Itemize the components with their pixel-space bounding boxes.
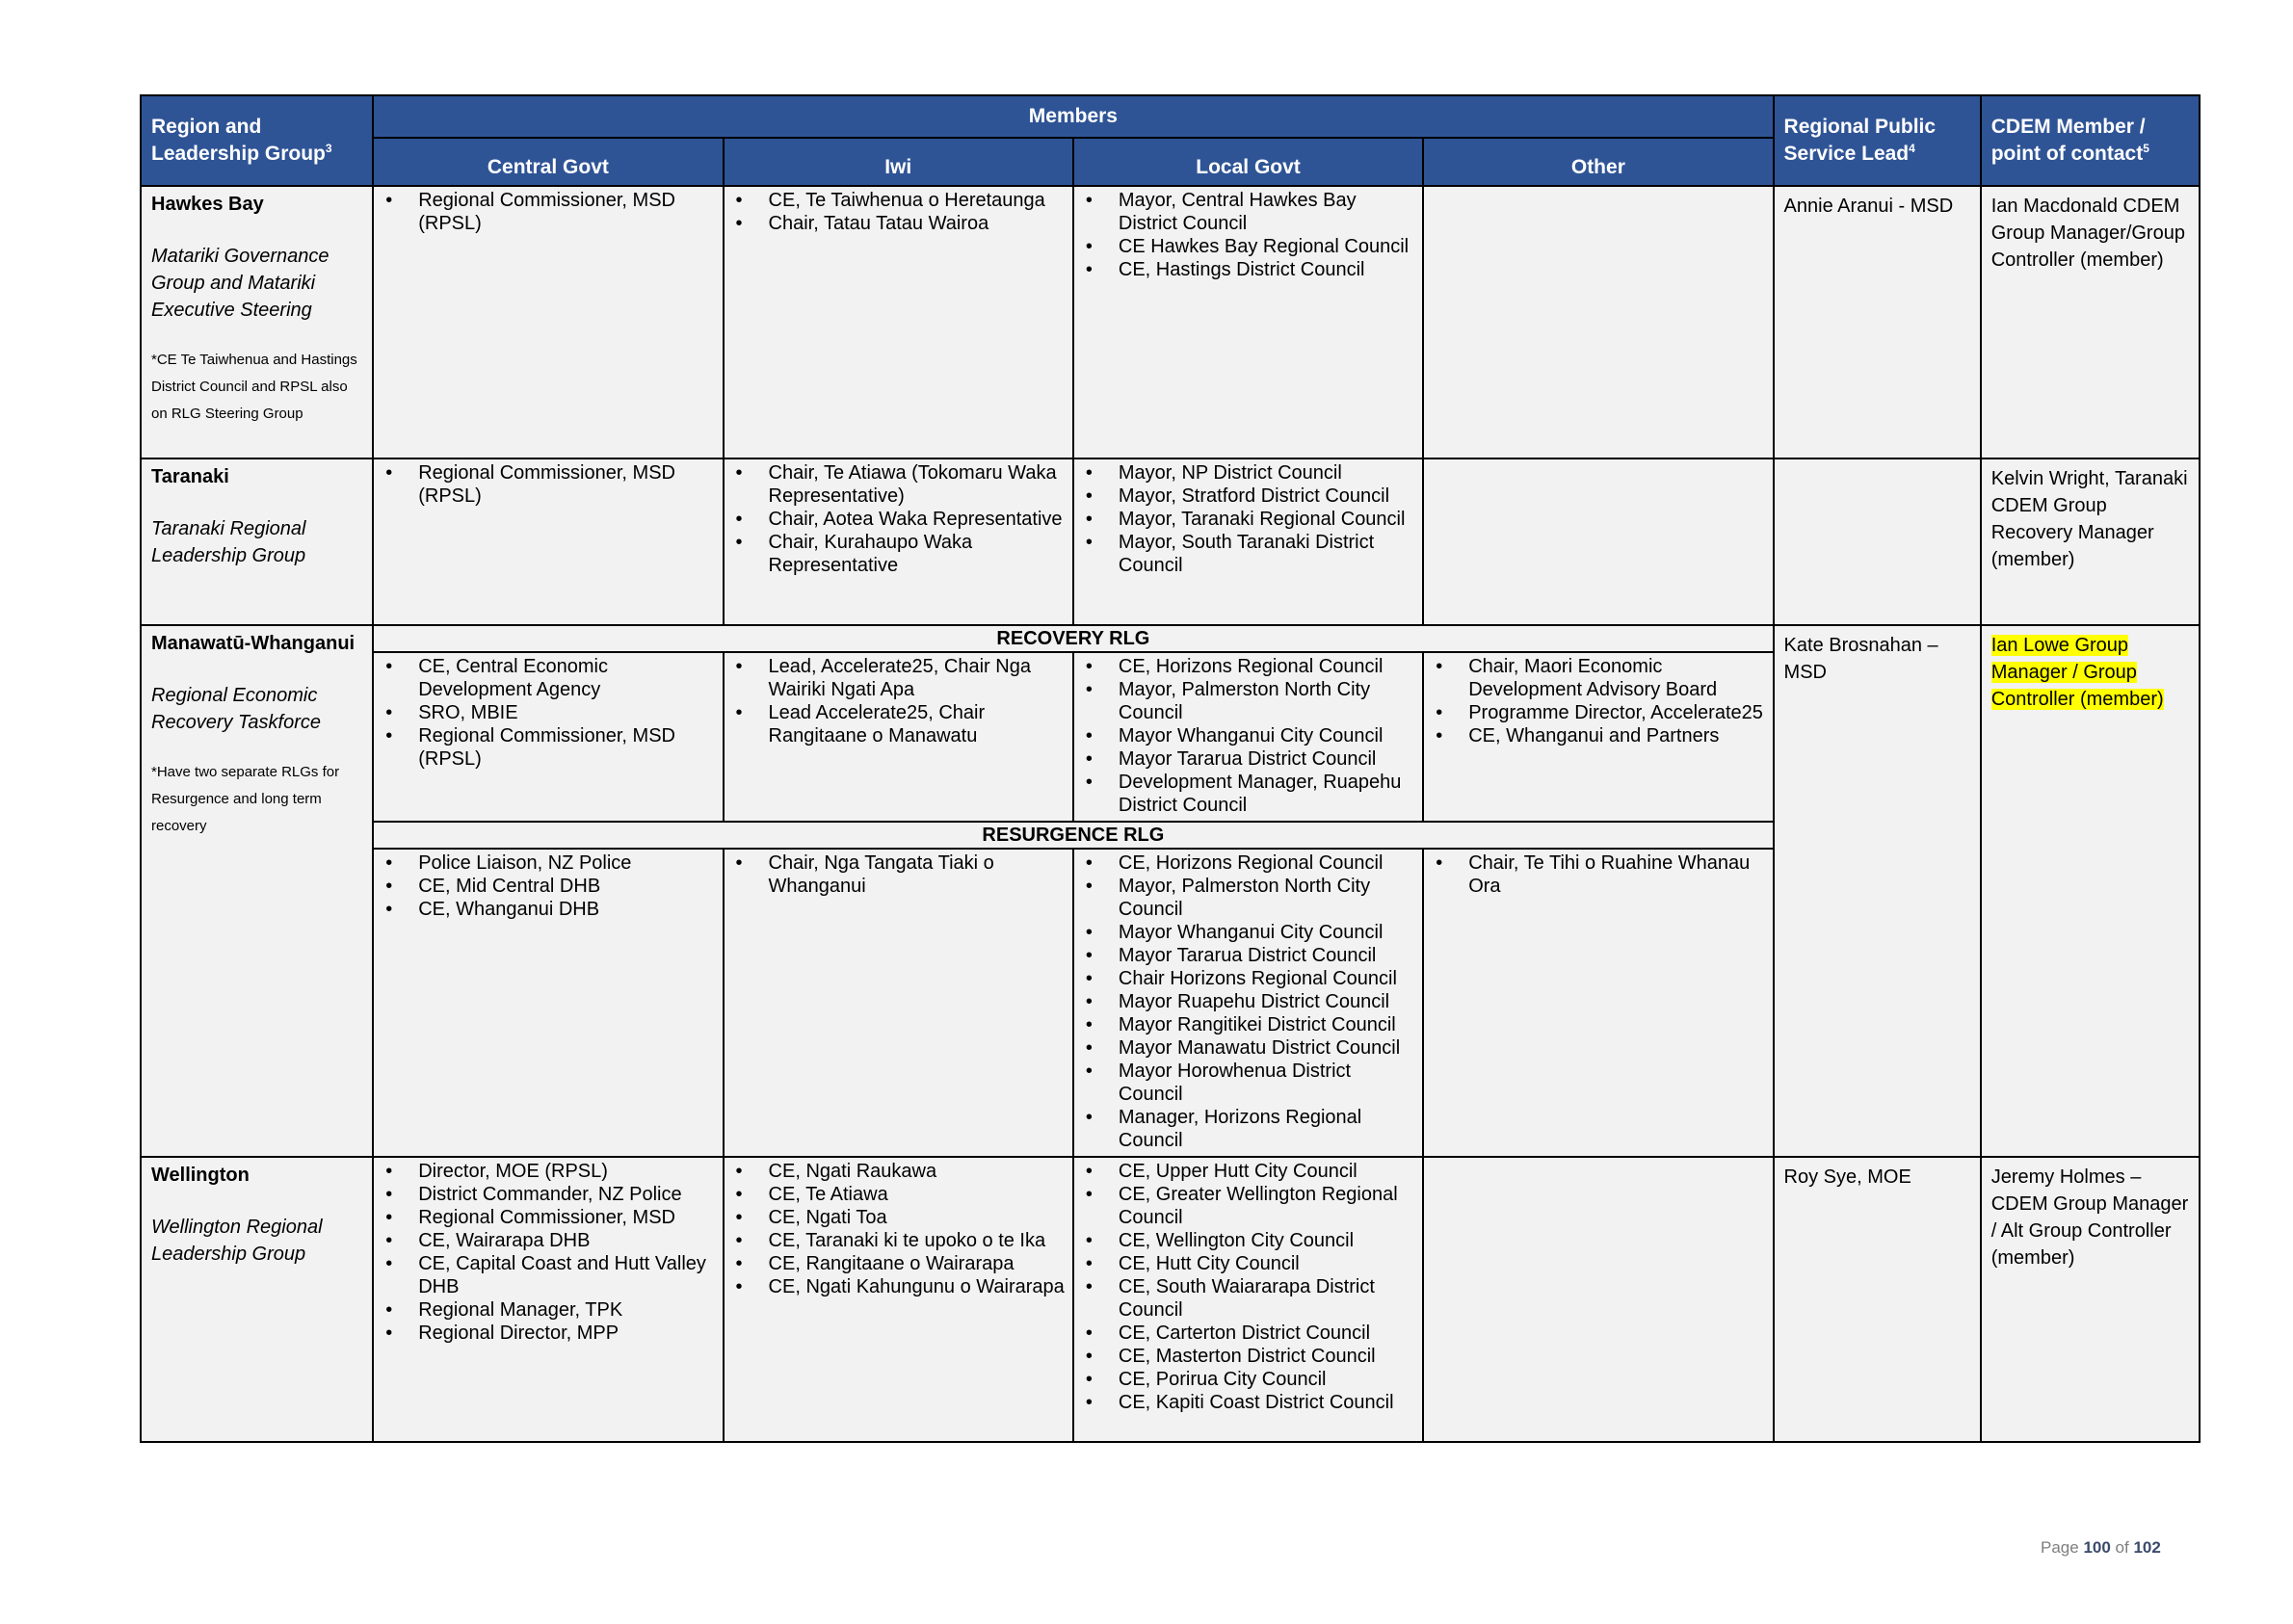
list-item: • CE, Te Taiwhenua o Heretaunga bbox=[769, 189, 1065, 212]
list-item: • Mayor Tararua District Council bbox=[1119, 944, 1414, 967]
recovery-title-row bbox=[141, 625, 2200, 652]
list-item: • Development Manager, Ruapehu District Council bbox=[1119, 771, 1414, 817]
other-cell bbox=[1423, 1157, 1773, 1442]
member-list bbox=[374, 189, 722, 239]
region-cell bbox=[141, 458, 373, 625]
central-govt-cell bbox=[373, 458, 723, 625]
list-item: • CE, Taranaki ki te upoko o te Ika bbox=[769, 1229, 1065, 1252]
region-note: *Have two separate RLGs for Resurgence and long term recovery bbox=[151, 764, 340, 834]
member-list bbox=[1074, 189, 1422, 285]
list-item: • CE, Capital Coast and Hutt Valley DHB bbox=[418, 1252, 714, 1298]
highlighted-contact: Ian Lowe Group Manager / Group Controller (member) bbox=[1990, 635, 2164, 710]
list-item: • Mayor, Taranaki Regional Council bbox=[1119, 508, 1414, 531]
member-list bbox=[374, 461, 722, 511]
member-list bbox=[1074, 1160, 1422, 1418]
list-item: • CE, South Waiararapa District Council bbox=[1119, 1275, 1414, 1322]
list-item: • Manager, Horizons Regional Council bbox=[1119, 1106, 1414, 1152]
list-item: • Programme Director, Accelerate25 bbox=[1468, 701, 1764, 724]
leadership-table bbox=[140, 94, 2201, 1443]
list-item: • Chair, Nga Tangata Tiaki o Whanganui bbox=[769, 851, 1065, 898]
list-item: • Mayor, Palmerston North City Council bbox=[1119, 875, 1414, 921]
local-govt-cell bbox=[1073, 1157, 1423, 1442]
list-item: • CE, Upper Hutt City Council bbox=[1119, 1160, 1414, 1183]
list-item: • CE, Horizons Regional Council bbox=[1119, 655, 1414, 678]
members-header: Members bbox=[373, 95, 1773, 138]
local-govt-cell bbox=[1073, 849, 1423, 1157]
region-note: *CE Te Taiwhenua and Hastings District Council and RPSL also on RLG Steering Group bbox=[151, 352, 357, 422]
central-govt-cell bbox=[373, 1157, 723, 1442]
list-item: • SRO, MBIE bbox=[418, 701, 714, 724]
member-list bbox=[1074, 461, 1422, 581]
list-item: • CE, Central Economic Development Agency bbox=[418, 655, 714, 701]
list-item: • CE, Carterton District Council bbox=[1119, 1322, 1414, 1345]
list-item: • Chair, Tatau Tatau Wairoa bbox=[769, 212, 1065, 235]
list-item: • Lead, Accelerate25, Chair Nga Wairiki Ngati Apa bbox=[769, 655, 1065, 701]
member-list bbox=[1074, 655, 1422, 821]
region-name: Manawatū-Whanganui bbox=[151, 633, 356, 654]
list-item: • Chair, Te Tihi o Ruahine Whanau Ora bbox=[1468, 851, 1764, 898]
list-item: • Mayor, Palmerston North City Council bbox=[1119, 678, 1414, 724]
iwi-cell bbox=[724, 652, 1073, 822]
member-list bbox=[725, 851, 1072, 902]
table-row bbox=[141, 186, 2200, 458]
leadership-group-name: Taranaki Regional Leadership Group bbox=[151, 518, 306, 566]
other-header: Other bbox=[1423, 138, 1773, 186]
leadership-group-name: Matariki Governance Group and Matariki Executive Steering bbox=[151, 246, 329, 321]
list-item: • CE, Wellington City Council bbox=[1119, 1229, 1414, 1252]
local-govt-cell bbox=[1073, 186, 1423, 458]
rps-lead-cell: Kate Brosnahan – MSD bbox=[1774, 625, 1981, 1157]
cdem-cell: Ian Macdonald CDEM Group Manager/Group Controller (member) bbox=[1981, 186, 2200, 458]
list-item: • Regional Director, MPP bbox=[418, 1322, 714, 1345]
region-name: Wellington bbox=[151, 1165, 250, 1186]
list-item: • Director, MOE (RPSL) bbox=[418, 1160, 714, 1183]
member-list bbox=[374, 1160, 722, 1349]
table-row bbox=[141, 458, 2200, 625]
leadership-group-name: Wellington Regional Leadership Group bbox=[151, 1217, 323, 1265]
list-item: • CE, Porirua City Council bbox=[1119, 1368, 1414, 1391]
cdem-cell: Jeremy Holmes – CDEM Group Manager / Alt Group Controller (member) bbox=[1981, 1157, 2200, 1442]
list-item: • CE, Ngati Toa bbox=[769, 1206, 1065, 1229]
list-item: • Chair, Maori Economic Development Advisory Board bbox=[1468, 655, 1764, 701]
member-list bbox=[725, 461, 1072, 581]
local-govt-header: Local Govt bbox=[1073, 138, 1423, 186]
iwi-cell bbox=[724, 458, 1073, 625]
list-item: • Mayor Rangitikei District Council bbox=[1119, 1013, 1414, 1036]
list-item: • Mayor Whanganui City Council bbox=[1119, 724, 1414, 747]
region-name: Hawkes Bay bbox=[151, 194, 264, 215]
list-item: • Regional Commissioner, MSD (RPSL) bbox=[418, 189, 714, 235]
list-item: • CE, Horizons Regional Council bbox=[1119, 851, 1414, 875]
iwi-cell bbox=[724, 1157, 1073, 1442]
resurgence-rlg-title: RESURGENCE RLG bbox=[373, 822, 1773, 849]
member-list bbox=[374, 851, 722, 925]
cdem-cell bbox=[1981, 625, 2200, 1157]
region-cell bbox=[141, 186, 373, 458]
cdem-cell: Kelvin Wright, Taranaki CDEM Group Recovery Manager (member) bbox=[1981, 458, 2200, 625]
list-item: • Lead Accelerate25, Chair Rangitaane o Manawatu bbox=[769, 701, 1065, 747]
region-cell bbox=[141, 1157, 373, 1442]
list-item: • CE, Ngati Raukawa bbox=[769, 1160, 1065, 1183]
member-list bbox=[725, 1160, 1072, 1302]
list-item: • Mayor Manawatu District Council bbox=[1119, 1036, 1414, 1060]
other-cell bbox=[1423, 186, 1773, 458]
list-item: • CE, Rangitaane o Wairarapa bbox=[769, 1252, 1065, 1275]
list-item: • Regional Commissioner, MSD bbox=[418, 1206, 714, 1229]
other-cell bbox=[1423, 458, 1773, 625]
list-item: • Chair, Te Atiawa (Tokomaru Waka Representative) bbox=[769, 461, 1065, 508]
list-item: • CE, Wairarapa DHB bbox=[418, 1229, 714, 1252]
list-item: • Regional Commissioner, MSD (RPSL) bbox=[418, 724, 714, 771]
cdem-header: CDEM Member / point of contact$^5$ bbox=[1981, 95, 2200, 186]
list-item: • CE, Greater Wellington Regional Council bbox=[1119, 1183, 1414, 1229]
list-item: • CE, Hastings District Council bbox=[1119, 258, 1414, 281]
regional-leadership-table bbox=[140, 94, 2201, 1443]
rps-lead-cell bbox=[1774, 458, 1981, 625]
list-item: • Mayor Tararua District Council bbox=[1119, 747, 1414, 771]
local-govt-cell bbox=[1073, 458, 1423, 625]
list-item: • Mayor Horowhenua District Council bbox=[1119, 1060, 1414, 1106]
iwi-header: Iwi bbox=[724, 138, 1073, 186]
member-list bbox=[1074, 851, 1422, 1156]
central-govt-cell bbox=[373, 849, 723, 1157]
list-item: • Police Liaison, NZ Police bbox=[418, 851, 714, 875]
list-item: • CE, Whanganui and Partners bbox=[1468, 724, 1764, 747]
list-item: • Chair, Kurahaupo Waka Representative bbox=[769, 531, 1065, 577]
member-list bbox=[1424, 655, 1772, 751]
rps-lead-header: Regional Public Service Lead$^4$ bbox=[1774, 95, 1981, 186]
rps-lead-cell: Annie Aranui - MSD bbox=[1774, 186, 1981, 458]
table-row bbox=[141, 1157, 2200, 1442]
leadership-group-name: Regional Economic Recovery Taskforce bbox=[151, 685, 321, 733]
local-govt-cell bbox=[1073, 652, 1423, 822]
page-number: Page 100 of 102 bbox=[2041, 1538, 2161, 1557]
region-header: Region and Leadership Group$^3$ bbox=[141, 95, 373, 186]
list-item: • Mayor, NP District Council bbox=[1119, 461, 1414, 485]
rps-lead-cell: Roy Sye, MOE bbox=[1774, 1157, 1981, 1442]
list-item: • Mayor Whanganui City Council bbox=[1119, 921, 1414, 944]
list-item: • Mayor, South Taranaki District Council bbox=[1119, 531, 1414, 577]
list-item: • Chair Horizons Regional Council bbox=[1119, 967, 1414, 990]
list-item: • Mayor, Stratford District Council bbox=[1119, 485, 1414, 508]
list-item: • Chair, Aotea Waka Representative bbox=[769, 508, 1065, 531]
list-item: • CE Hawkes Bay Regional Council bbox=[1119, 235, 1414, 258]
list-item: • CE, Masterton District Council bbox=[1119, 1345, 1414, 1368]
recovery-rlg-title: RECOVERY RLG bbox=[373, 625, 1773, 652]
central-govt-cell bbox=[373, 652, 723, 822]
list-item: • Mayor Ruapehu District Council bbox=[1119, 990, 1414, 1013]
other-cell bbox=[1423, 652, 1773, 822]
central-govt-cell bbox=[373, 186, 723, 458]
iwi-cell bbox=[724, 849, 1073, 1157]
member-list bbox=[1424, 851, 1772, 902]
iwi-cell bbox=[724, 186, 1073, 458]
list-item: • Regional Commissioner, MSD (RPSL) bbox=[418, 461, 714, 508]
member-list bbox=[725, 189, 1072, 239]
member-list bbox=[374, 655, 722, 774]
member-list bbox=[725, 655, 1072, 751]
list-item: • CE, Whanganui DHB bbox=[418, 898, 714, 921]
list-item: • Regional Manager, TPK bbox=[418, 1298, 714, 1322]
other-cell bbox=[1423, 849, 1773, 1157]
region-name: Taranaki bbox=[151, 466, 229, 487]
list-item: • CE, Mid Central DHB bbox=[418, 875, 714, 898]
region-cell bbox=[141, 625, 373, 1157]
header-row bbox=[141, 95, 2200, 138]
central-govt-header: Central Govt bbox=[373, 138, 723, 186]
list-item: • Mayor, Central Hawkes Bay District Council bbox=[1119, 189, 1414, 235]
list-item: • CE, Hutt City Council bbox=[1119, 1252, 1414, 1275]
list-item: • District Commander, NZ Police bbox=[418, 1183, 714, 1206]
list-item: • CE, Kapiti Coast District Council bbox=[1119, 1391, 1414, 1414]
list-item: • CE, Te Atiawa bbox=[769, 1183, 1065, 1206]
list-item: • CE, Ngati Kahungunu o Wairarapa bbox=[769, 1275, 1065, 1298]
